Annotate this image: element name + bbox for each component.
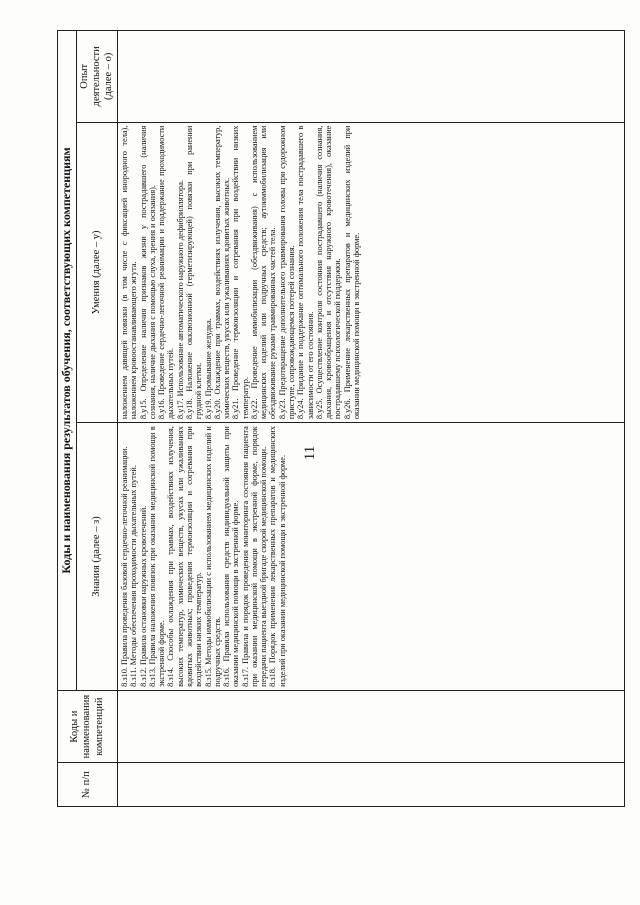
knowledge-item: 8.з11. Методы обеспечения проходимости дыхательных путей.: [129, 465, 139, 687]
codes-cell: [117, 690, 624, 762]
rotated-page-content: [57, 30, 625, 807]
skill-item: 8.у26. Применение лекарственных препаратов и медицинских изделий при оказании медицинской помощи в экстренной форме.: [342, 125, 362, 420]
skill-item: 8.у25. Осуществление контроля состояния пострадавшего (наличия сознания, дыхания, кровообращения и отсутствия наружного кровотечения), оказание пострадавшему психологической поддержки.: [314, 125, 343, 420]
skill-item: 8.у23. Предотвращение дополнительного травмирования головы при судорожном приступе, сопровождающемся потерей сознания.: [277, 125, 297, 420]
experience-header: Опыт деятельности (далее – о): [76, 31, 117, 123]
experience-cell: [117, 31, 624, 123]
skill-item: наложением давящей повязки (в том числе с фиксацией инородного тела), наложением кровоостанавливающего жгута.: [119, 125, 139, 420]
skill-item: 8.у18. Наложение окклюзионной (герметизирующей) повязки при ранении грудной клетки.: [184, 125, 204, 420]
results-span-header: Коды и наименования результатов обучения, соответствующих компетенциям: [58, 31, 77, 691]
knowledge-item: 8.з17. Правила и порядок проведения мониторинга состояния пациента при оказании медицинской помощи в экстренной форме, порядок передачи пациента выездной бригаде скорой медицинской помощи.: [240, 426, 269, 687]
competency-table: [57, 30, 625, 807]
knowledge-header: Знания (далее – з): [76, 423, 117, 691]
num-header: № п/п: [58, 763, 118, 807]
skills-header: Умения (далее – у): [76, 122, 117, 423]
skill-item: 8.у24. Придание и поддержание оптимального положения тела пострадавшего в зависимости от его состояния.: [296, 125, 315, 420]
knowledge-item: 8.з10. Правила проведения базовой сердечно-легочной реанимации.: [119, 446, 129, 687]
knowledge-item: 8.з14. Способы охлаждения при травмах, воздействиях излучения, высоких температур, химических веществ, укусах или ужаливаниях ядовитых животных; проведения термоизоляции и согревания при воздействии низких температур.: [166, 426, 204, 687]
skill-item: 8.у21. Проведение термоизоляции и согревания при воздействии низких температур.: [231, 125, 250, 420]
knowledge-item: 8.з13. Правила наложения повязок при оказании медицинской помощи в экстренной форме.: [147, 426, 167, 687]
skill-item: 8.у22. Проведение иммобилизации (обездвиживания) с использованием медицинских изделий или подручных средств; аутоиммобилизация или обездвиживание руками травмированных частей тела.: [249, 125, 278, 420]
skill-item: 8.у20. Охлаждение при травмах, воздействиях излучения, высоких температур, химических веществ, укусах или ужаливаниях ядовитых животных.: [212, 125, 232, 420]
num-cell: [117, 763, 624, 807]
skill-item: 8.у15. Определение наличия признаков жизни у пострадавшего (наличия сознания, наличие дыхания с помощью слуха, зрения и осязания).: [138, 125, 157, 420]
skills-cell: [117, 122, 624, 423]
knowledge-item: 8.з16. Правила использования средств индивидуальной защиты при оказании медицинской помощи в экстренной форме.: [222, 426, 241, 687]
knowledge-item: 8.з18. Порядок применения лекарственных препаратов и медицинских изделий при оказании медицинской помощи в экстренной форме.: [268, 426, 287, 687]
knowledge-cell: [117, 423, 624, 691]
skill-item: 8.у17. Использование автоматического наружного дефибриллятора.: [175, 179, 185, 420]
knowledge-item: 8.з15. Методы иммобилизации с использованием медицинских изделий и подручных средств.: [203, 426, 222, 687]
skill-item: 8.у19. Промывание желудка.: [203, 318, 213, 420]
page-number: 11: [302, 445, 318, 461]
skill-item: 8.у16. Проведение сердечно-легочной реанимации и поддержание проходимости дыхательных путей.: [157, 125, 176, 420]
codes-header: Коды и наименования компетенций: [58, 690, 118, 762]
knowledge-item: 8.з12. Правила остановки наружных кровотечений.: [138, 505, 148, 687]
